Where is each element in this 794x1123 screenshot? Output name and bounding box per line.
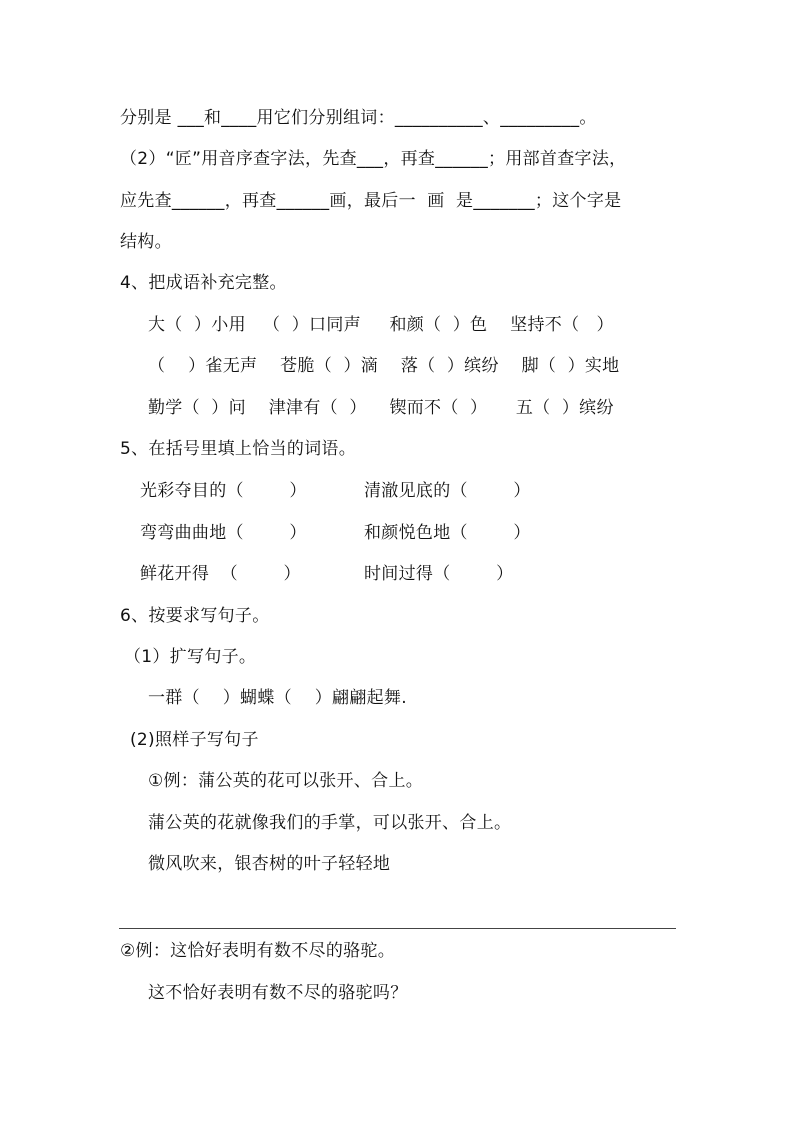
- example-2: ②例：这恰好表明有数不尽的骆驼。: [120, 941, 396, 961]
- line-fill-blanks-words: 分别是 ___和____用它们分别组词：__________、_________。: [120, 108, 597, 128]
- line-jiang-lookup: （2）“匠”用音序查字法，先查___，再查______；用部首查字法，: [120, 149, 627, 169]
- expand-sentence: 一群（ ）蝴蝶（ ）翩翩起舞.: [148, 688, 407, 708]
- phrase-clear: 清澈见底的（ ）: [364, 481, 531, 501]
- subsection-imitate-heading: (2)照样子写句子: [130, 730, 259, 750]
- idiom-row-3: 勤学（ ）问 津津有（ ） 锲而不（ ） 五（ ）缤纷: [148, 398, 614, 418]
- section-4-heading: 4、把成语补充完整。: [120, 273, 287, 293]
- example-1: ①例：蒲公英的花可以张开、合上。: [148, 771, 424, 791]
- example-2-answer: 这不恰好表明有数不尽的骆驼吗？: [148, 983, 408, 1003]
- section-6-heading: 6、按要求写句子。: [120, 606, 270, 626]
- line-structure: 结构。: [120, 232, 172, 252]
- phrase-kindly: 和颜悦色地（ ）: [364, 523, 531, 543]
- line-radical-lookup: 应先查______，再查______画，最后一 画 是_______；这个字是: [120, 191, 622, 211]
- phrase-winding: 弯弯曲曲地（ ）: [140, 523, 307, 543]
- section-5-heading: 5、在括号里填上恰当的词语。: [120, 439, 357, 459]
- idiom-row-1: 大（ ）小用 （ ）口同声 和颜（ ）色 坚持不（ ）: [148, 315, 614, 335]
- example-1-answer: 蒲公英的花就像我们的手掌，可以张开、合上。: [148, 813, 512, 833]
- phrase-time: 时间过得（ ）: [364, 564, 514, 584]
- idiom-row-2: （ ）雀无声 苍脆（ ）滴 落（ ）缤纷 脚（ ）实地: [148, 356, 620, 376]
- exercise-1-prompt: 微风吹来，银杏树的叶子轻轻地: [148, 854, 391, 874]
- phrase-flowers: 鲜花开得 （ ）: [140, 564, 301, 584]
- subsection-expand-heading: （1）扩写句子。: [124, 647, 257, 667]
- phrase-dazzling: 光彩夺目的（ ）: [140, 481, 307, 501]
- answer-line: [119, 928, 676, 929]
